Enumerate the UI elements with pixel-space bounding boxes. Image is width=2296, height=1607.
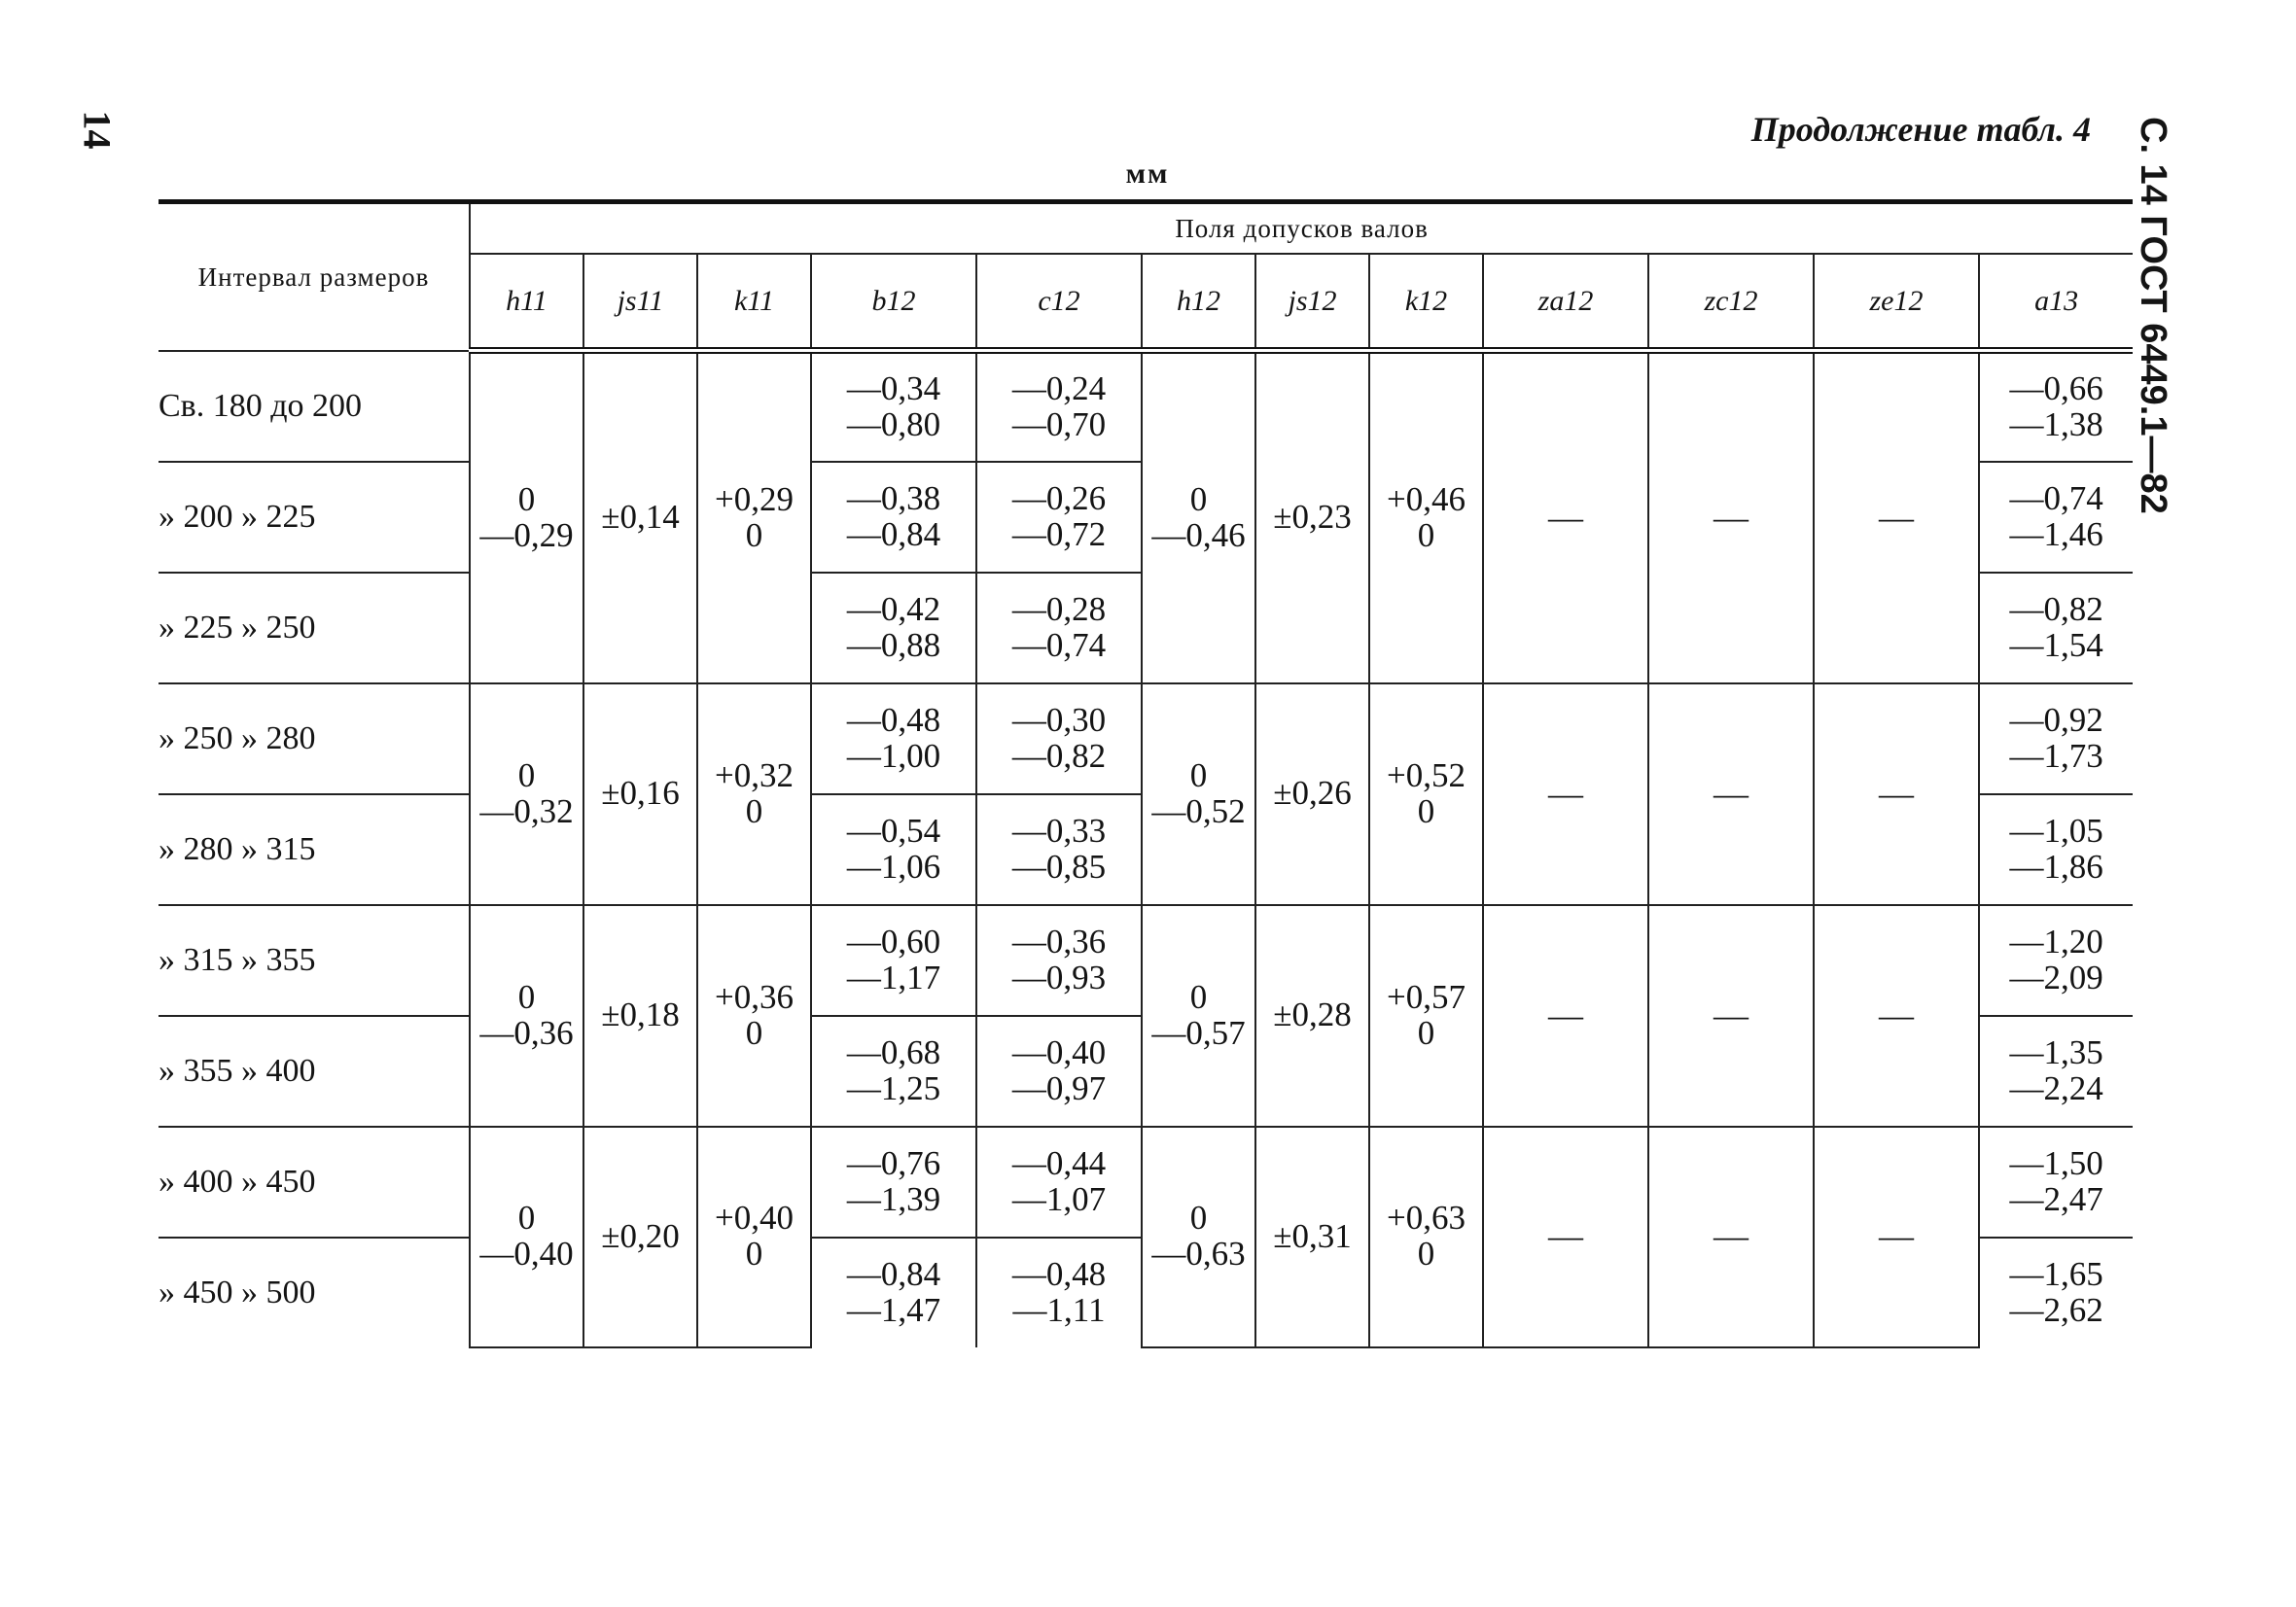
- size-interval: Св. 180 до 200: [159, 351, 470, 462]
- header-interval: Интервал размеров: [159, 202, 470, 351]
- value-line: —0,40: [479, 1235, 574, 1273]
- value-line: —1,11: [1012, 1290, 1106, 1329]
- value-line: —0,36: [479, 1013, 574, 1052]
- cell-c12: [976, 1016, 1142, 1127]
- cell-ze12: —: [1814, 1127, 1979, 1347]
- value-line: 0: [517, 977, 536, 1016]
- value-line: —1,46: [2009, 514, 2103, 553]
- unit-label: мм: [1125, 157, 1170, 190]
- value-line: +0,57: [1387, 977, 1466, 1016]
- column-header: h12: [1142, 254, 1255, 351]
- value-line: —1,00: [846, 736, 941, 775]
- size-interval: » 355 » 400: [159, 1016, 470, 1127]
- column-header: c12: [976, 254, 1142, 351]
- value-line: —0,70: [1011, 404, 1107, 443]
- value-line: —0,33: [1011, 811, 1107, 850]
- value-line: —0,60: [846, 922, 941, 961]
- value-line: —0,29: [479, 515, 574, 554]
- value-line: —0,76: [846, 1143, 941, 1182]
- cell-zc12: —: [1648, 1127, 1814, 1347]
- size-interval: » 400 » 450: [159, 1127, 470, 1238]
- cell-js12: ±0,31: [1255, 1127, 1369, 1347]
- value-line: —1,25: [846, 1068, 941, 1107]
- size-interval: » 200 » 225: [159, 462, 470, 573]
- value-line: —0,36: [1011, 922, 1107, 961]
- cell-c12: [976, 351, 1142, 462]
- column-header: k11: [697, 254, 811, 351]
- value-line: 0: [1189, 755, 1208, 794]
- cell-zc12: —: [1648, 683, 1814, 905]
- column-header: js12: [1255, 254, 1369, 351]
- value-line: 0: [1417, 1235, 1435, 1273]
- cell-h12: [1142, 905, 1255, 1127]
- cell-k11: [697, 351, 811, 683]
- value-line: —0,24: [1011, 369, 1107, 407]
- cell-a13: [1979, 1238, 2133, 1347]
- cell-c12: [976, 573, 1142, 683]
- cell-a13: [1979, 462, 2133, 573]
- column-header: ze12: [1814, 254, 1979, 351]
- value-line: —0,88: [846, 625, 941, 664]
- value-line: 0: [1189, 480, 1208, 518]
- cell-h12: [1142, 351, 1255, 683]
- cell-ze12: —: [1814, 683, 1979, 905]
- value-line: —0,72: [1011, 514, 1107, 553]
- cell-a13: [1979, 905, 2133, 1016]
- value-line: —1,06: [846, 847, 941, 886]
- size-interval: » 225 » 250: [159, 573, 470, 683]
- table-row: [159, 351, 2133, 462]
- value-line: 0: [517, 480, 536, 518]
- value-line: —0,32: [479, 791, 574, 830]
- value-line: 0: [517, 1199, 536, 1238]
- column-header: h11: [470, 254, 583, 351]
- size-interval: » 450 » 500: [159, 1238, 470, 1347]
- value-line: +0,63: [1387, 1199, 1466, 1238]
- value-line: —1,86: [2009, 847, 2103, 886]
- value-line: —2,62: [2009, 1290, 2103, 1329]
- value-line: —0,44: [1011, 1143, 1107, 1182]
- cell-c12: [976, 1127, 1142, 1238]
- cell-b12: [811, 794, 976, 905]
- value-line: +0,29: [715, 480, 794, 518]
- column-header: zc12: [1648, 254, 1814, 351]
- column-header: a13: [1979, 254, 2133, 351]
- value-line: —1,50: [2009, 1143, 2103, 1182]
- cell-h11: [470, 905, 583, 1127]
- cell-k12: [1369, 905, 1483, 1127]
- value-line: —0,97: [1011, 1068, 1107, 1107]
- header-group: Поля допусков валов: [470, 202, 2133, 255]
- cell-b12: [811, 351, 976, 462]
- table-row: [159, 683, 2133, 794]
- cell-h11: [470, 1127, 583, 1347]
- value-line: —0,68: [846, 1032, 941, 1071]
- cell-c12: [976, 462, 1142, 573]
- value-line: —0,74: [1011, 625, 1107, 664]
- value-line: 0: [517, 755, 536, 794]
- cell-k12: [1369, 683, 1483, 905]
- value-line: —1,38: [2009, 404, 2103, 443]
- cell-c12: [976, 794, 1142, 905]
- cell-b12: [811, 1127, 976, 1238]
- value-line: —0,66: [2009, 369, 2103, 407]
- cell-a13: [1979, 1016, 2133, 1127]
- value-line: —0,80: [846, 404, 941, 443]
- table-row: [159, 1127, 2133, 1238]
- cell-js12: ±0,26: [1255, 683, 1369, 905]
- value-line: —2,47: [2009, 1179, 2103, 1218]
- cell-b12: [811, 905, 976, 1016]
- value-line: 0: [745, 791, 763, 830]
- cell-h11: [470, 351, 583, 683]
- value-line: —1,47: [846, 1290, 941, 1329]
- column-header: b12: [811, 254, 976, 351]
- value-line: +0,46: [1387, 480, 1466, 518]
- cell-a13: [1979, 351, 2133, 462]
- value-line: 0: [1417, 1013, 1435, 1052]
- column-header: js11: [583, 254, 697, 351]
- value-line: +0,40: [715, 1199, 794, 1238]
- size-interval: » 250 » 280: [159, 683, 470, 794]
- cell-k12: [1369, 1127, 1483, 1347]
- cell-za12: —: [1483, 683, 1648, 905]
- value-line: +0,32: [715, 755, 794, 794]
- cell-h11: [470, 683, 583, 905]
- cell-js11: ±0,14: [583, 351, 697, 683]
- cell-h12: [1142, 683, 1255, 905]
- value-line: —1,73: [2009, 736, 2103, 775]
- value-line: —1,65: [2009, 1254, 2103, 1293]
- value-line: —0,46: [1151, 515, 1246, 554]
- column-header: k12: [1369, 254, 1483, 351]
- cell-h12: [1142, 1127, 1255, 1347]
- value-line: 0: [1417, 515, 1435, 554]
- value-line: —0,38: [846, 478, 941, 517]
- value-line: —1,07: [1011, 1179, 1107, 1218]
- cell-c12: [976, 905, 1142, 1016]
- value-line: —0,74: [2009, 478, 2103, 517]
- value-line: —1,39: [846, 1179, 941, 1218]
- value-line: 0: [1189, 1199, 1208, 1238]
- cell-k12: [1369, 351, 1483, 683]
- cell-za12: —: [1483, 905, 1648, 1127]
- value-line: —0,54: [846, 811, 941, 850]
- value-line: —0,63: [1151, 1235, 1246, 1273]
- table-row: [159, 905, 2133, 1016]
- value-line: —1,17: [846, 958, 941, 996]
- value-line: —0,92: [2009, 700, 2103, 739]
- cell-b12: [811, 1238, 976, 1347]
- cell-za12: —: [1483, 351, 1648, 683]
- cell-a13: [1979, 794, 2133, 905]
- cell-k11: [697, 1127, 811, 1347]
- size-interval: » 315 » 355: [159, 905, 470, 1016]
- value-line: —0,93: [1011, 958, 1107, 996]
- value-line: —0,48: [846, 700, 941, 739]
- cell-js12: ±0,28: [1255, 905, 1369, 1127]
- cell-za12: —: [1483, 1127, 1648, 1347]
- value-line: —2,24: [2009, 1068, 2103, 1107]
- value-line: —0,26: [1011, 478, 1107, 517]
- table-continuation-label: Продолжение табл. 4: [1750, 110, 2091, 149]
- column-header: za12: [1483, 254, 1648, 351]
- cell-a13: [1979, 1127, 2133, 1238]
- value-line: —0,84: [846, 1254, 941, 1293]
- cell-zc12: —: [1648, 905, 1814, 1127]
- cell-js11: ±0,18: [583, 905, 697, 1127]
- cell-c12: [976, 1238, 1142, 1347]
- value-line: —0,82: [2009, 589, 2103, 628]
- value-line: —0,84: [846, 514, 941, 553]
- value-line: 0: [745, 1013, 763, 1052]
- value-line: —0,28: [1011, 589, 1107, 628]
- value-line: —0,30: [1011, 700, 1107, 739]
- cell-k11: [697, 683, 811, 905]
- page-number: 14: [75, 110, 120, 150]
- cell-js12: ±0,23: [1255, 351, 1369, 683]
- value-line: 0: [745, 1235, 763, 1273]
- cell-js11: ±0,16: [583, 683, 697, 905]
- value-line: —0,82: [1011, 736, 1107, 775]
- cell-a13: [1979, 683, 2133, 794]
- value-line: —1,20: [2009, 922, 2103, 961]
- value-line: +0,52: [1387, 755, 1466, 794]
- cell-b12: [811, 683, 976, 794]
- value-line: —1,54: [2009, 625, 2103, 664]
- value-line: —0,85: [1011, 847, 1107, 886]
- value-line: —0,52: [1151, 791, 1246, 830]
- cell-b12: [811, 462, 976, 573]
- value-line: —0,48: [1011, 1254, 1107, 1293]
- value-line: 0: [1189, 977, 1208, 1016]
- document-side-title: С. 14 ГОСТ 6449.1—82: [2133, 117, 2173, 514]
- cell-ze12: —: [1814, 905, 1979, 1127]
- value-line: —0,40: [1011, 1032, 1107, 1071]
- value-line: 0: [745, 515, 763, 554]
- value-line: —0,34: [846, 369, 941, 407]
- cell-a13: [1979, 573, 2133, 683]
- cell-k11: [697, 905, 811, 1127]
- cell-js11: ±0,20: [583, 1127, 697, 1347]
- cell-b12: [811, 573, 976, 683]
- cell-zc12: —: [1648, 351, 1814, 683]
- cell-c12: [976, 683, 1142, 794]
- value-line: —2,09: [2009, 958, 2103, 996]
- tolerance-table: [159, 199, 2133, 1348]
- value-line: —0,57: [1151, 1013, 1246, 1052]
- value-line: 0: [1417, 791, 1435, 830]
- value-line: +0,36: [715, 977, 794, 1016]
- size-interval: » 280 » 315: [159, 794, 470, 905]
- cell-b12: [811, 1016, 976, 1127]
- cell-ze12: —: [1814, 351, 1979, 683]
- value-line: —1,05: [2009, 811, 2103, 850]
- value-line: —0,42: [846, 589, 941, 628]
- value-line: —1,35: [2009, 1032, 2103, 1071]
